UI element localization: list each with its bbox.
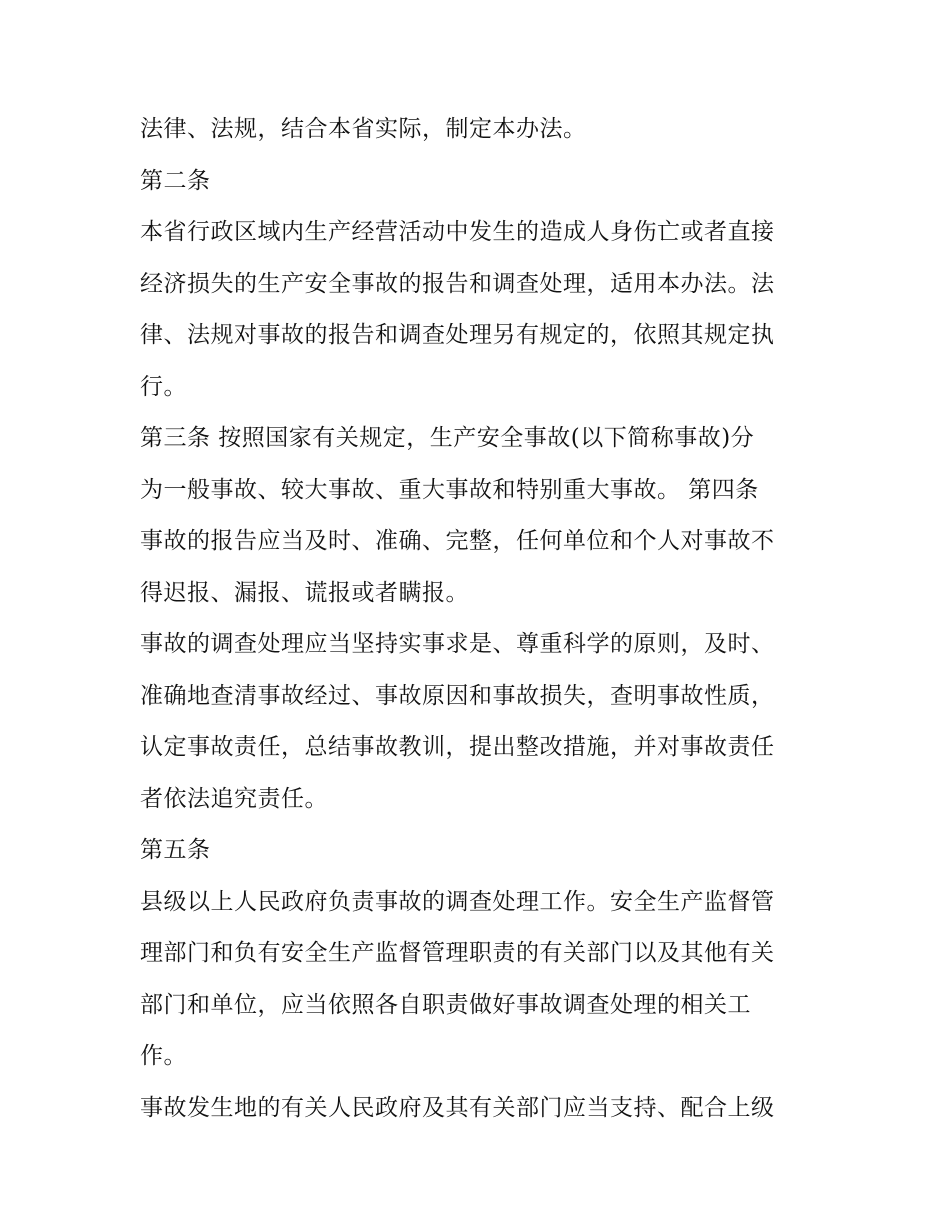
- text-line: 理部门和负有安全生产监督管理职责的有关部门以及其他有关: [140, 940, 775, 966]
- text-line: 事故的报告应当及时、准确、完整，任何单位和个人对事故不: [140, 528, 775, 554]
- text-line: 事故的调查处理应当坚持实事求是、尊重科学的原则，及时、: [140, 631, 775, 657]
- text-line: 准确地查清事故经过、事故原因和事故损失，查明事故性质，: [140, 682, 775, 709]
- text-line: 县级以上人民政府负责事故的调查处理工作。安全生产监督管: [140, 888, 775, 915]
- text-line: 事故发生地的有关人民政府及其有关部门应当支持、配合上级: [140, 1094, 775, 1121]
- text-line: 部门和单位，应当依照各自职责做好事故调查处理的相关工: [140, 991, 751, 1018]
- text-line: 经济损失的生产安全事故的报告和调查处理，适用本办法。法: [140, 270, 775, 297]
- text-line: 第三条 按照国家有关规定，生产安全事故(以下简称事故)分: [140, 425, 755, 451]
- text-line: 得迟报、漏报、谎报或者瞒报。: [140, 579, 469, 606]
- article-heading: 第二条: [140, 167, 211, 194]
- text-line: 本省行政区域内生产经营活动中发生的造成人身伤亡或者直接: [140, 219, 775, 245]
- text-line: 行。: [140, 373, 187, 400]
- text-line: 者依法追究责任。: [140, 785, 328, 812]
- document-body: [140, 104, 820, 1134]
- text-line: 法律、法规，结合本省实际，制定本办法。: [140, 116, 587, 142]
- text-line: 为一般事故、较大事故、重大事故和特别重大事故。 第四条: [140, 476, 759, 503]
- article-heading: 第五条: [140, 837, 211, 863]
- text-line: 律、法规对事故的报告和调查处理另有规定的，依照其规定执: [140, 322, 775, 348]
- text-line: 认定事故责任，总结事故教训，提出整改措施，并对事故责任: [140, 734, 775, 760]
- text-line: 作。: [140, 1043, 187, 1069]
